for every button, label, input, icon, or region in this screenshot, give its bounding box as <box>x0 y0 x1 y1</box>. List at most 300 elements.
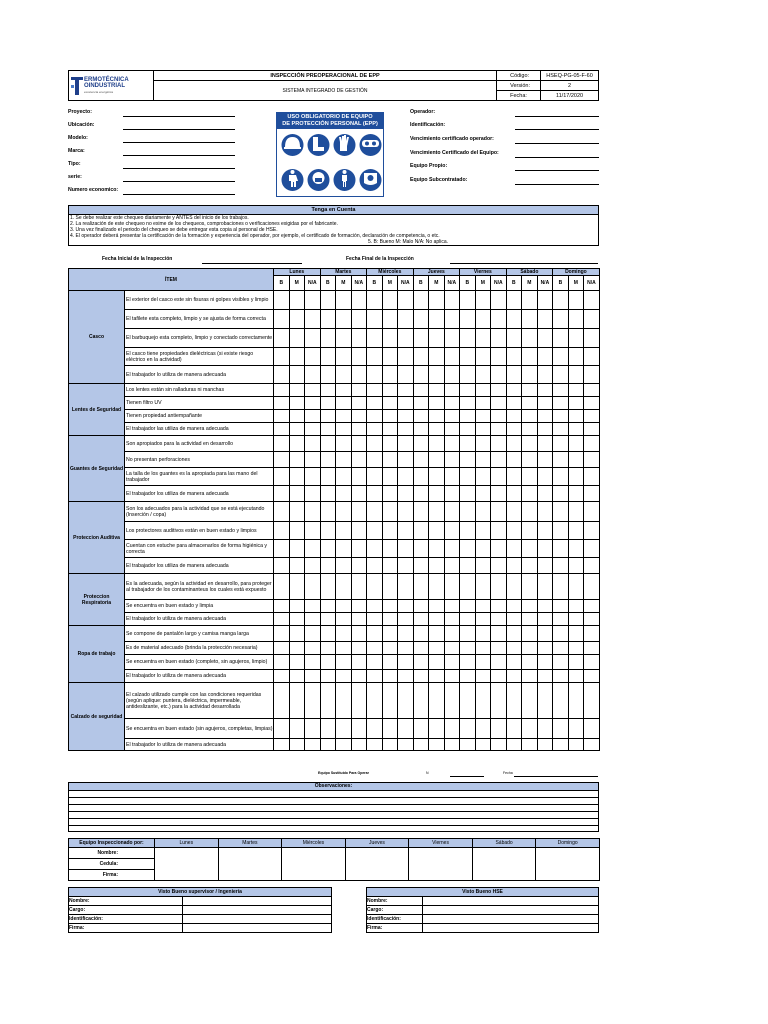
check-cell[interactable] <box>351 452 367 468</box>
check-cell[interactable] <box>506 423 522 436</box>
check-cell[interactable] <box>351 522 367 540</box>
check-cell[interactable] <box>568 655 584 670</box>
check-cell[interactable] <box>351 613 367 626</box>
check-cell[interactable] <box>568 329 584 348</box>
check-cell[interactable] <box>444 291 460 310</box>
check-cell[interactable] <box>522 558 538 574</box>
check-cell[interactable] <box>274 468 290 486</box>
check-cell[interactable] <box>382 522 398 540</box>
approval-input[interactable] <box>183 897 332 906</box>
check-cell[interactable] <box>305 310 321 329</box>
check-cell[interactable] <box>584 329 600 348</box>
check-cell[interactable] <box>537 452 553 468</box>
check-cell[interactable] <box>305 348 321 366</box>
check-cell[interactable] <box>444 540 460 558</box>
check-cell[interactable] <box>398 719 414 739</box>
check-cell[interactable] <box>429 468 445 486</box>
check-cell[interactable] <box>413 683 429 719</box>
check-cell[interactable] <box>289 452 305 468</box>
check-cell[interactable] <box>398 366 414 384</box>
check-cell[interactable] <box>320 436 336 452</box>
check-cell[interactable] <box>584 522 600 540</box>
check-cell[interactable] <box>553 291 569 310</box>
check-cell[interactable] <box>553 600 569 613</box>
check-cell[interactable] <box>475 642 491 655</box>
check-cell[interactable] <box>305 397 321 410</box>
check-cell[interactable] <box>584 410 600 423</box>
check-cell[interactable] <box>305 642 321 655</box>
check-cell[interactable] <box>429 522 445 540</box>
field-input-line[interactable] <box>123 194 235 195</box>
check-cell[interactable] <box>398 384 414 397</box>
check-cell[interactable] <box>506 502 522 522</box>
check-cell[interactable] <box>274 366 290 384</box>
check-cell[interactable] <box>320 613 336 626</box>
check-cell[interactable] <box>491 540 507 558</box>
check-cell[interactable] <box>568 502 584 522</box>
check-cell[interactable] <box>429 329 445 348</box>
check-cell[interactable] <box>289 423 305 436</box>
check-cell[interactable] <box>413 613 429 626</box>
check-cell[interactable] <box>553 452 569 468</box>
check-cell[interactable] <box>320 670 336 683</box>
check-cell[interactable] <box>382 423 398 436</box>
inspected-signature-cell[interactable] <box>409 848 473 881</box>
field-input-line[interactable] <box>123 168 235 169</box>
check-cell[interactable] <box>413 558 429 574</box>
check-cell[interactable] <box>367 468 383 486</box>
check-cell[interactable] <box>320 348 336 366</box>
check-cell[interactable] <box>305 436 321 452</box>
check-cell[interactable] <box>584 397 600 410</box>
check-cell[interactable] <box>367 600 383 613</box>
check-cell[interactable] <box>584 502 600 522</box>
check-cell[interactable] <box>429 397 445 410</box>
check-cell[interactable] <box>305 366 321 384</box>
observation-line-2[interactable] <box>69 798 598 805</box>
check-cell[interactable] <box>289 540 305 558</box>
check-cell[interactable] <box>584 384 600 397</box>
check-cell[interactable] <box>491 410 507 423</box>
check-cell[interactable] <box>305 384 321 397</box>
check-cell[interactable] <box>475 410 491 423</box>
check-cell[interactable] <box>274 348 290 366</box>
start-date-line[interactable] <box>202 263 302 264</box>
check-cell[interactable] <box>336 739 352 751</box>
check-cell[interactable] <box>460 423 476 436</box>
check-cell[interactable] <box>367 540 383 558</box>
check-cell[interactable] <box>413 655 429 670</box>
check-cell[interactable] <box>429 291 445 310</box>
check-cell[interactable] <box>351 436 367 452</box>
check-cell[interactable] <box>274 626 290 642</box>
field-input-line[interactable] <box>123 155 235 156</box>
check-cell[interactable] <box>336 291 352 310</box>
check-cell[interactable] <box>305 613 321 626</box>
check-cell[interactable] <box>289 655 305 670</box>
check-cell[interactable] <box>491 310 507 329</box>
check-cell[interactable] <box>522 540 538 558</box>
check-cell[interactable] <box>553 310 569 329</box>
check-cell[interactable] <box>320 739 336 751</box>
check-cell[interactable] <box>351 423 367 436</box>
check-cell[interactable] <box>320 329 336 348</box>
check-cell[interactable] <box>367 683 383 719</box>
check-cell[interactable] <box>429 574 445 600</box>
observation-line-5[interactable] <box>69 819 598 826</box>
check-cell[interactable] <box>429 600 445 613</box>
check-cell[interactable] <box>568 384 584 397</box>
check-cell[interactable] <box>568 558 584 574</box>
check-cell[interactable] <box>506 486 522 502</box>
check-cell[interactable] <box>305 522 321 540</box>
check-cell[interactable] <box>522 683 538 719</box>
check-cell[interactable] <box>367 436 383 452</box>
check-cell[interactable] <box>475 574 491 600</box>
check-cell[interactable] <box>429 502 445 522</box>
check-cell[interactable] <box>506 436 522 452</box>
equipment-n-line[interactable] <box>450 776 484 777</box>
check-cell[interactable] <box>522 655 538 670</box>
check-cell[interactable] <box>522 719 538 739</box>
check-cell[interactable] <box>336 522 352 540</box>
check-cell[interactable] <box>491 397 507 410</box>
check-cell[interactable] <box>289 468 305 486</box>
check-cell[interactable] <box>382 310 398 329</box>
check-cell[interactable] <box>305 600 321 613</box>
check-cell[interactable] <box>537 719 553 739</box>
check-cell[interactable] <box>336 502 352 522</box>
check-cell[interactable] <box>522 522 538 540</box>
check-cell[interactable] <box>305 739 321 751</box>
check-cell[interactable] <box>537 574 553 600</box>
check-cell[interactable] <box>584 655 600 670</box>
observation-line-4[interactable] <box>69 812 598 819</box>
check-cell[interactable] <box>584 486 600 502</box>
check-cell[interactable] <box>460 410 476 423</box>
check-cell[interactable] <box>413 540 429 558</box>
check-cell[interactable] <box>553 410 569 423</box>
check-cell[interactable] <box>444 366 460 384</box>
check-cell[interactable] <box>444 655 460 670</box>
check-cell[interactable] <box>584 558 600 574</box>
check-cell[interactable] <box>413 670 429 683</box>
check-cell[interactable] <box>429 670 445 683</box>
check-cell[interactable] <box>506 366 522 384</box>
check-cell[interactable] <box>475 719 491 739</box>
check-cell[interactable] <box>289 486 305 502</box>
check-cell[interactable] <box>553 670 569 683</box>
check-cell[interactable] <box>522 452 538 468</box>
check-cell[interactable] <box>351 291 367 310</box>
check-cell[interactable] <box>274 397 290 410</box>
check-cell[interactable] <box>289 522 305 540</box>
check-cell[interactable] <box>274 486 290 502</box>
check-cell[interactable] <box>305 719 321 739</box>
check-cell[interactable] <box>506 329 522 348</box>
check-cell[interactable] <box>522 670 538 683</box>
check-cell[interactable] <box>460 655 476 670</box>
check-cell[interactable] <box>460 486 476 502</box>
check-cell[interactable] <box>398 348 414 366</box>
check-cell[interactable] <box>475 670 491 683</box>
check-cell[interactable] <box>413 423 429 436</box>
check-cell[interactable] <box>320 540 336 558</box>
check-cell[interactable] <box>413 452 429 468</box>
check-cell[interactable] <box>522 468 538 486</box>
check-cell[interactable] <box>475 384 491 397</box>
equipment-fecha-line[interactable] <box>514 776 598 777</box>
check-cell[interactable] <box>537 683 553 719</box>
check-cell[interactable] <box>506 613 522 626</box>
check-cell[interactable] <box>274 329 290 348</box>
check-cell[interactable] <box>506 397 522 410</box>
check-cell[interactable] <box>367 522 383 540</box>
check-cell[interactable] <box>475 558 491 574</box>
check-cell[interactable] <box>336 642 352 655</box>
check-cell[interactable] <box>460 739 476 751</box>
check-cell[interactable] <box>444 452 460 468</box>
check-cell[interactable] <box>522 626 538 642</box>
check-cell[interactable] <box>553 502 569 522</box>
check-cell[interactable] <box>506 574 522 600</box>
check-cell[interactable] <box>382 719 398 739</box>
check-cell[interactable] <box>537 670 553 683</box>
check-cell[interactable] <box>398 655 414 670</box>
check-cell[interactable] <box>475 310 491 329</box>
check-cell[interactable] <box>553 626 569 642</box>
check-cell[interactable] <box>336 468 352 486</box>
check-cell[interactable] <box>398 558 414 574</box>
check-cell[interactable] <box>305 423 321 436</box>
check-cell[interactable] <box>537 423 553 436</box>
check-cell[interactable] <box>444 502 460 522</box>
check-cell[interactable] <box>305 486 321 502</box>
check-cell[interactable] <box>444 310 460 329</box>
check-cell[interactable] <box>506 291 522 310</box>
check-cell[interactable] <box>382 486 398 502</box>
check-cell[interactable] <box>398 626 414 642</box>
check-cell[interactable] <box>429 310 445 329</box>
check-cell[interactable] <box>367 348 383 366</box>
check-cell[interactable] <box>568 291 584 310</box>
check-cell[interactable] <box>367 310 383 329</box>
check-cell[interactable] <box>460 626 476 642</box>
check-cell[interactable] <box>444 329 460 348</box>
check-cell[interactable] <box>475 423 491 436</box>
check-cell[interactable] <box>522 739 538 751</box>
check-cell[interactable] <box>320 558 336 574</box>
check-cell[interactable] <box>491 655 507 670</box>
check-cell[interactable] <box>320 291 336 310</box>
check-cell[interactable] <box>382 670 398 683</box>
check-cell[interactable] <box>289 600 305 613</box>
check-cell[interactable] <box>382 384 398 397</box>
check-cell[interactable] <box>289 436 305 452</box>
check-cell[interactable] <box>553 468 569 486</box>
check-cell[interactable] <box>289 310 305 329</box>
check-cell[interactable] <box>537 366 553 384</box>
check-cell[interactable] <box>444 574 460 600</box>
check-cell[interactable] <box>475 329 491 348</box>
check-cell[interactable] <box>444 348 460 366</box>
check-cell[interactable] <box>336 540 352 558</box>
check-cell[interactable] <box>274 423 290 436</box>
check-cell[interactable] <box>491 486 507 502</box>
check-cell[interactable] <box>506 540 522 558</box>
check-cell[interactable] <box>522 486 538 502</box>
check-cell[interactable] <box>475 291 491 310</box>
check-cell[interactable] <box>413 486 429 502</box>
check-cell[interactable] <box>584 683 600 719</box>
inspected-signature-cell[interactable] <box>345 848 409 881</box>
check-cell[interactable] <box>382 655 398 670</box>
check-cell[interactable] <box>568 468 584 486</box>
check-cell[interactable] <box>460 683 476 719</box>
check-cell[interactable] <box>491 502 507 522</box>
check-cell[interactable] <box>367 384 383 397</box>
check-cell[interactable] <box>444 739 460 751</box>
check-cell[interactable] <box>553 613 569 626</box>
check-cell[interactable] <box>522 436 538 452</box>
check-cell[interactable] <box>460 540 476 558</box>
check-cell[interactable] <box>537 348 553 366</box>
check-cell[interactable] <box>491 522 507 540</box>
check-cell[interactable] <box>553 558 569 574</box>
check-cell[interactable] <box>351 397 367 410</box>
check-cell[interactable] <box>398 486 414 502</box>
field-input-line[interactable] <box>515 170 599 171</box>
check-cell[interactable] <box>522 310 538 329</box>
check-cell[interactable] <box>274 613 290 626</box>
check-cell[interactable] <box>274 683 290 719</box>
check-cell[interactable] <box>336 655 352 670</box>
check-cell[interactable] <box>413 410 429 423</box>
check-cell[interactable] <box>460 642 476 655</box>
check-cell[interactable] <box>537 558 553 574</box>
check-cell[interactable] <box>568 670 584 683</box>
check-cell[interactable] <box>429 642 445 655</box>
check-cell[interactable] <box>289 626 305 642</box>
check-cell[interactable] <box>351 410 367 423</box>
check-cell[interactable] <box>305 558 321 574</box>
check-cell[interactable] <box>320 574 336 600</box>
check-cell[interactable] <box>289 642 305 655</box>
check-cell[interactable] <box>351 739 367 751</box>
check-cell[interactable] <box>537 626 553 642</box>
check-cell[interactable] <box>475 540 491 558</box>
check-cell[interactable] <box>274 670 290 683</box>
check-cell[interactable] <box>522 384 538 397</box>
check-cell[interactable] <box>506 558 522 574</box>
observation-line-1[interactable] <box>69 791 598 798</box>
check-cell[interactable] <box>506 642 522 655</box>
check-cell[interactable] <box>522 366 538 384</box>
check-cell[interactable] <box>382 683 398 719</box>
check-cell[interactable] <box>274 522 290 540</box>
check-cell[interactable] <box>382 540 398 558</box>
check-cell[interactable] <box>537 739 553 751</box>
check-cell[interactable] <box>553 739 569 751</box>
check-cell[interactable] <box>367 423 383 436</box>
check-cell[interactable] <box>289 384 305 397</box>
check-cell[interactable] <box>537 655 553 670</box>
check-cell[interactable] <box>506 348 522 366</box>
field-input-line[interactable] <box>515 129 599 130</box>
check-cell[interactable] <box>305 329 321 348</box>
check-cell[interactable] <box>351 348 367 366</box>
approval-input[interactable] <box>183 924 332 933</box>
check-cell[interactable] <box>584 291 600 310</box>
check-cell[interactable] <box>413 436 429 452</box>
check-cell[interactable] <box>444 558 460 574</box>
check-cell[interactable] <box>568 522 584 540</box>
check-cell[interactable] <box>506 468 522 486</box>
check-cell[interactable] <box>429 436 445 452</box>
check-cell[interactable] <box>429 366 445 384</box>
check-cell[interactable] <box>351 310 367 329</box>
check-cell[interactable] <box>491 291 507 310</box>
check-cell[interactable] <box>506 683 522 719</box>
check-cell[interactable] <box>336 397 352 410</box>
check-cell[interactable] <box>506 522 522 540</box>
check-cell[interactable] <box>336 329 352 348</box>
check-cell[interactable] <box>320 626 336 642</box>
check-cell[interactable] <box>491 348 507 366</box>
check-cell[interactable] <box>274 655 290 670</box>
field-input-line[interactable] <box>123 129 235 130</box>
check-cell[interactable] <box>460 558 476 574</box>
check-cell[interactable] <box>568 719 584 739</box>
check-cell[interactable] <box>398 423 414 436</box>
check-cell[interactable] <box>382 410 398 423</box>
check-cell[interactable] <box>289 366 305 384</box>
approval-input[interactable] <box>423 915 599 924</box>
check-cell[interactable] <box>584 423 600 436</box>
check-cell[interactable] <box>336 423 352 436</box>
check-cell[interactable] <box>289 329 305 348</box>
check-cell[interactable] <box>460 600 476 613</box>
check-cell[interactable] <box>584 310 600 329</box>
check-cell[interactable] <box>413 719 429 739</box>
inspected-signature-cell[interactable] <box>282 848 346 881</box>
check-cell[interactable] <box>289 574 305 600</box>
check-cell[interactable] <box>475 397 491 410</box>
check-cell[interactable] <box>398 452 414 468</box>
check-cell[interactable] <box>305 540 321 558</box>
check-cell[interactable] <box>382 558 398 574</box>
check-cell[interactable] <box>475 486 491 502</box>
check-cell[interactable] <box>444 600 460 613</box>
check-cell[interactable] <box>274 410 290 423</box>
check-cell[interactable] <box>429 348 445 366</box>
check-cell[interactable] <box>444 410 460 423</box>
check-cell[interactable] <box>320 310 336 329</box>
check-cell[interactable] <box>491 468 507 486</box>
check-cell[interactable] <box>584 574 600 600</box>
check-cell[interactable] <box>398 574 414 600</box>
check-cell[interactable] <box>444 436 460 452</box>
check-cell[interactable] <box>382 613 398 626</box>
check-cell[interactable] <box>491 642 507 655</box>
check-cell[interactable] <box>444 522 460 540</box>
check-cell[interactable] <box>537 410 553 423</box>
check-cell[interactable] <box>537 384 553 397</box>
check-cell[interactable] <box>584 739 600 751</box>
inspected-signature-cell[interactable] <box>472 848 536 881</box>
check-cell[interactable] <box>413 626 429 642</box>
check-cell[interactable] <box>413 366 429 384</box>
